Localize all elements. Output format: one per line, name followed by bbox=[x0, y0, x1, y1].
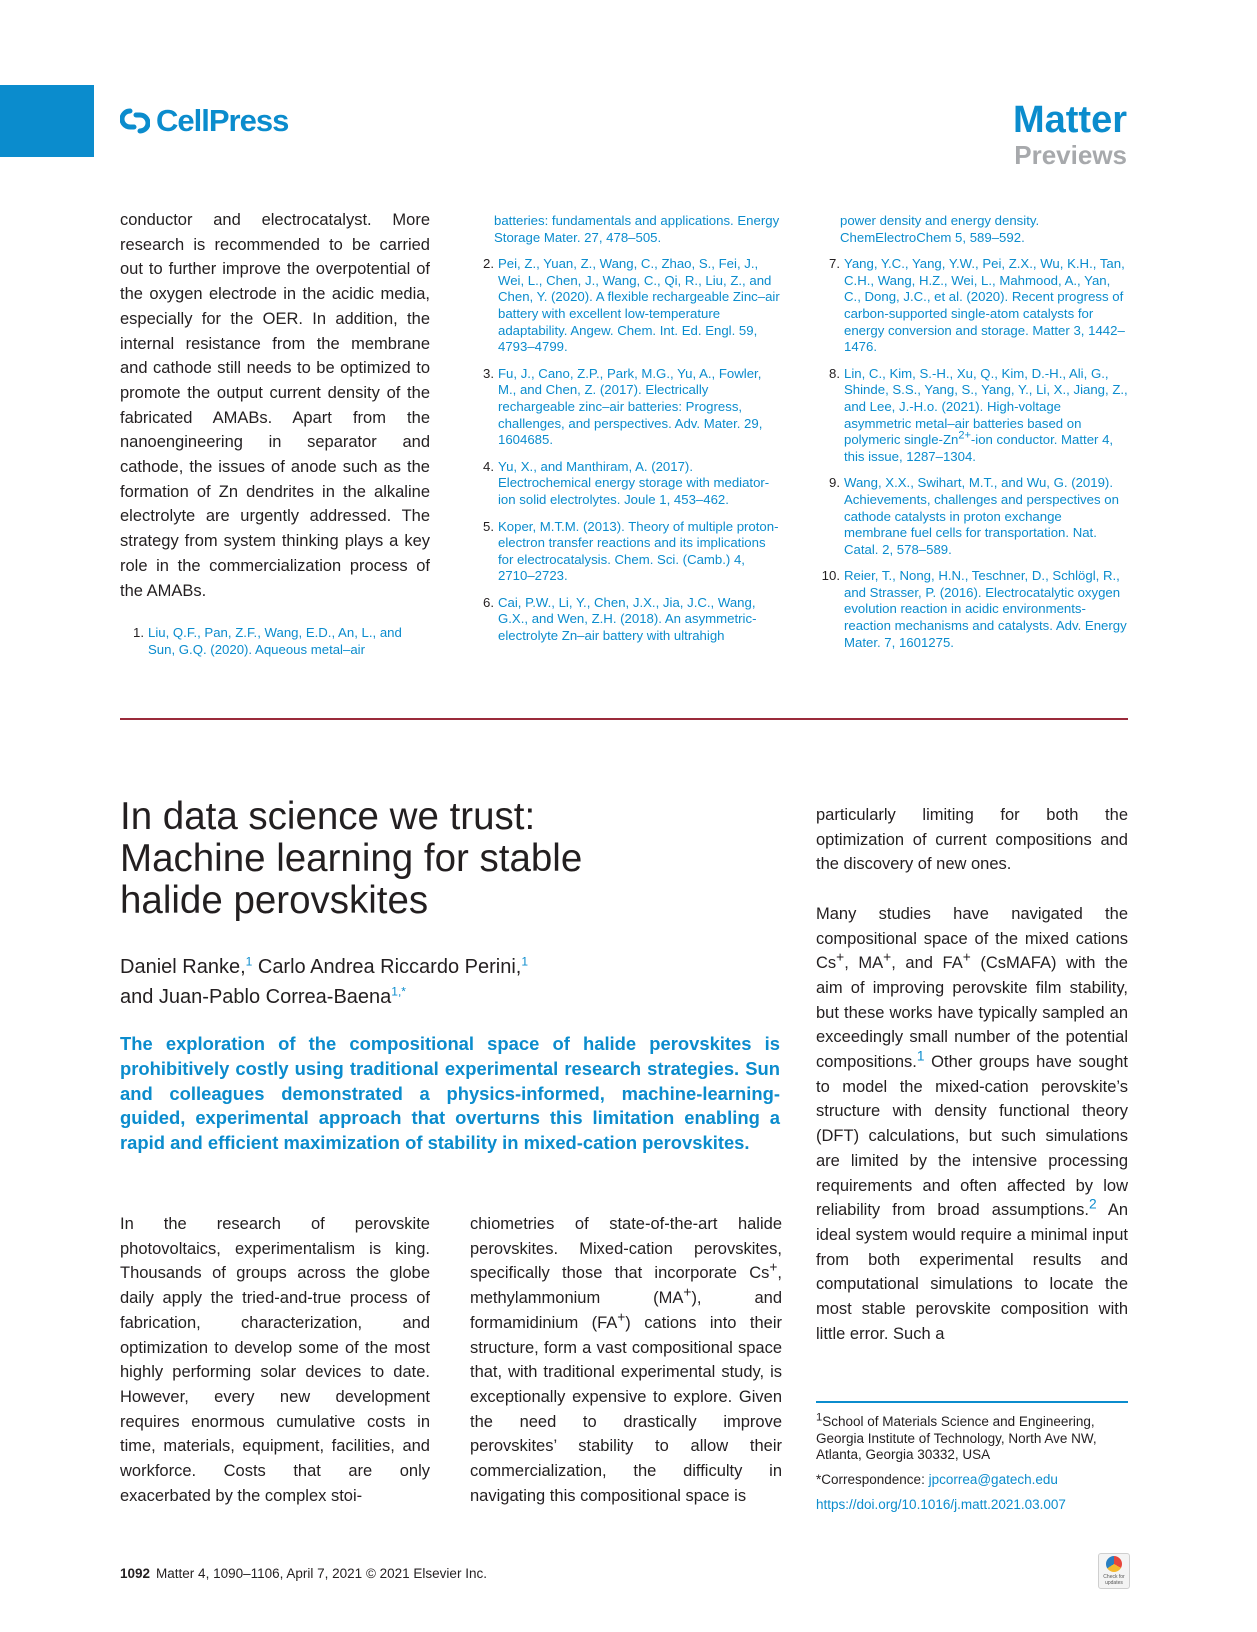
citation-line: Matter 4, 1090–1106, April 7, 2021 © 2021 Elsevier Inc. bbox=[156, 1566, 487, 1581]
section-divider bbox=[120, 718, 1128, 720]
reference-item[interactable]: 9. Wang, X.X., Swihart, M.T., and Wu, G. (2019). Achievements, challenges and perspectives on cathode catalysts in proton exchange membrane fuel cells for transportation. Nat. Catal. 2, 578–589. bbox=[829, 475, 1119, 557]
crossmark-icon bbox=[1106, 1556, 1122, 1572]
journal-name: Matter bbox=[1012, 99, 1127, 141]
reference-continuation[interactable]: power density and energy density. ChemElectroChem 5, 589–592. bbox=[840, 213, 1040, 245]
reference-item[interactable]: 8. Lin, C., Kim, S.-H., Xu, Q., Kim, D.-H., Ali, G., Shinde, S.S., Yang, S., Yang, Y., Li, X., Jiang, Z., and Lee, J.-H.o. (2021). High-voltage asymmetric metal–air batteries based on polymeric single-$Zn^{2+}$-ion conductor. Matter 4, this issue, 1287–1304. bbox=[829, 365, 1128, 464]
reference-list-3 bbox=[816, 213, 1128, 661]
reference-list-2 bbox=[470, 213, 782, 655]
affiliation-marker[interactable]: 1,* bbox=[391, 984, 406, 999]
page-number: 1092 bbox=[120, 1566, 151, 1581]
prev-article-column-1 bbox=[120, 208, 430, 668]
article-column-2 bbox=[470, 1212, 782, 1508]
reference-item[interactable]: 1. Liu, Q.F., Pan, Z.F., Wang, E.D., An, L., and Sun, G.Q. (2020). Aqueous metal–air bbox=[133, 625, 402, 657]
article-summary: The exploration of the compositional space of halide perovskites is prohibitively costly using traditional experimental research strategies. Sun and colleagues demonstrated a physics-informed, machine-learning-guided, experimental approach that overturns this limitation enabling a rapid and efficient maximization of stability in mixed-cation perovskites. bbox=[120, 1033, 780, 1154]
article-column-3 bbox=[816, 803, 1128, 1346]
cellpress-link-icon bbox=[120, 107, 150, 135]
author-name[interactable]: Daniel Ranke, bbox=[120, 956, 246, 978]
author-name[interactable]: and Juan-Pablo Correa-Baena bbox=[120, 986, 392, 1008]
prev-article-text: conductor and electrocatalyst. More research is recommended to be carried out to further improve the overpotential of the oxygen electrode in the acidic media, especially for the OER. In addition, the internal resistance from the membrane and cathode still needs to be optimized to promote the output current density of the fabricated AMABs. Apart from the nanoengineering in separator and cathode, the issues of anode such as the formation of Zn dendrites in the alkaline electrolyte are urgently addressed. The strategy from system thinking plays a key role in the commercialization process of the AMABs. bbox=[120, 211, 430, 600]
correspondence: *Correspondence: jpcorrea@gatech.edu bbox=[816, 1472, 1058, 1487]
reference-item[interactable]: 4. Yu, X., and Manthiram, A. (2017). Electrochemical energy storage with mediator-ion solid electrolytes. Joule 1, 453–462. bbox=[483, 458, 770, 507]
affiliation-divider bbox=[816, 1401, 1128, 1403]
affiliation-marker[interactable]: 1 bbox=[521, 954, 529, 969]
reference-list-1 bbox=[120, 625, 430, 658]
reference-item[interactable]: 3. Fu, J., Cano, Z.P., Park, M.G., Yu, A., Fowler, M., and Chen, Z. (2017). Electrically rechargeable zinc–air batteries: Progress, challenges, and perspectives. Adv. Mater. 29, 1604685. bbox=[483, 365, 763, 448]
reference-item[interactable]: 5. Koper, M.T.M. (2013). Theory of multiple proton-electron transfer reactions and its implications for electrocatalysis. Chem. Sci. (Camb.) 4, 2710–2723. bbox=[483, 518, 779, 584]
author-list bbox=[120, 952, 760, 1012]
author-name[interactable]: Carlo Andrea Riccardo Perini, bbox=[252, 956, 522, 978]
reference-continuation[interactable]: batteries: fundamentals and applications. Energy Storage Mater. 27, 478–505. bbox=[494, 213, 780, 245]
body-paragraph: Many studies have navigated the compositional space of the mixed cations Cs+, MA+, and FA+ (CsMAFA) with the aim of improving perovskite film stability, but these works have typically sampled an exceedingly small number of the potential compositions.$^1$ Other groups have sought to model the mixed-cation perovskite’s structure with density functional theory (DFT) calculations, but such simulations are limited by the intensive processing requirements and often affected by low reliability from broad assumptions.$^2$ An ideal system would require a minimal input from both experimental results and computational simulations to locate the most stable perovskite composition with little error. Such a bbox=[816, 904, 1128, 1343]
reference-item[interactable]: 2. Pei, Z., Yuan, Z., Wang, C., Zhao, S., Fei, J., Wei, L., Chen, J., Wang, C., Qi, R., Liu, Z., and Chen, Y. (2020). A flexible rechargeable Zinc–air battery with excellent low-temperature adaptability. Angew. Chem. Int. Ed. Engl. 59, 4793–4799. bbox=[483, 256, 780, 355]
article-column-1 bbox=[120, 1212, 430, 1508]
article-title: In data science we trust: Machine learning for stable halide perovskites bbox=[120, 795, 583, 922]
reference-item[interactable]: 10. Reier, T., Nong, H.N., Teschner, D., Schlögl, R., and Strasser, P. (2016). Electrocatalytic oxygen evolution reaction in acidic environments-reaction mechanisms and catalysts. Adv. Energy Mater. 7, 1601275. bbox=[821, 568, 1127, 650]
doi-link[interactable]: https://doi.org/10.1016/j.matt.2021.03.007 bbox=[816, 1497, 1066, 1512]
check-for-updates-badge[interactable]: Check for updates bbox=[1098, 1553, 1130, 1589]
section-name: Previews bbox=[1014, 140, 1127, 170]
body-paragraph: particularly limiting for both the optimization of current compositions and the discovery of new ones. bbox=[816, 806, 1128, 874]
affiliation: $^1$School of Materials Science and Engineering, Georgia Institute of Technology, North Ave NW, Atlanta, Georgia 30332, USA bbox=[816, 1411, 1097, 1463]
cellpress-logo[interactable] bbox=[120, 103, 288, 139]
reference-item[interactable]: 7. Yang, Y.C., Yang, Y.W., Pei, Z.X., Wu, K.H., Tan, C.H., Wang, H.Z., Wei, L., Mahmood, A., Yan, C., Dong, J.C., et al. (2020). Recent progress of carbon-supported single-atom catalysts for energy conversion and storage. Matter 3, 1442–1476. bbox=[829, 256, 1125, 355]
publisher-name: CellPress bbox=[156, 103, 289, 138]
affiliation-marker[interactable]: 1 bbox=[245, 954, 253, 969]
body-paragraph: In the research of perovskite photovoltaics, experimentalism is king. Thousands of groups across the globe daily apply the tried-and-true process of fabrication, characterization, and optimization to develop some of the most highly performing solar devices to date. However, every new development requires enormous cumulative costs in time, materials, equipment, facilities, and workforce. Costs that are only exacerbated by the complex stoi- bbox=[120, 1215, 430, 1505]
body-paragraph: chiometries of state-of-the-art halide perovskites. Mixed-cation perovskites, specifically those that incorporate Cs+, methylammonium (MA+), and formamidinium (FA+) cations into their structure, form a vast compositional space that, with traditional experimental study, is exceptionally expensive to explore. Given the need to drastically improve perovskites’ stability to allow their commercialization, the difficulty in navigating this compositional space is bbox=[470, 1215, 782, 1505]
header-accent-tab bbox=[0, 85, 94, 157]
citation-link[interactable]: 2 bbox=[1088, 1196, 1097, 1212]
email-link[interactable]: jpcorrea@gatech.edu bbox=[928, 1472, 1058, 1487]
citation-link[interactable]: 1 bbox=[916, 1048, 925, 1064]
reference-item[interactable]: 6. Cai, P.W., Li, Y., Chen, J.X., Jia, J.C., Wang, G.X., and Wen, Z.H. (2018). An asymmetric-electrolyte Zn–air battery with ultrahigh bbox=[483, 594, 757, 644]
journal-header bbox=[1013, 100, 1127, 170]
page-footer bbox=[120, 1566, 487, 1581]
